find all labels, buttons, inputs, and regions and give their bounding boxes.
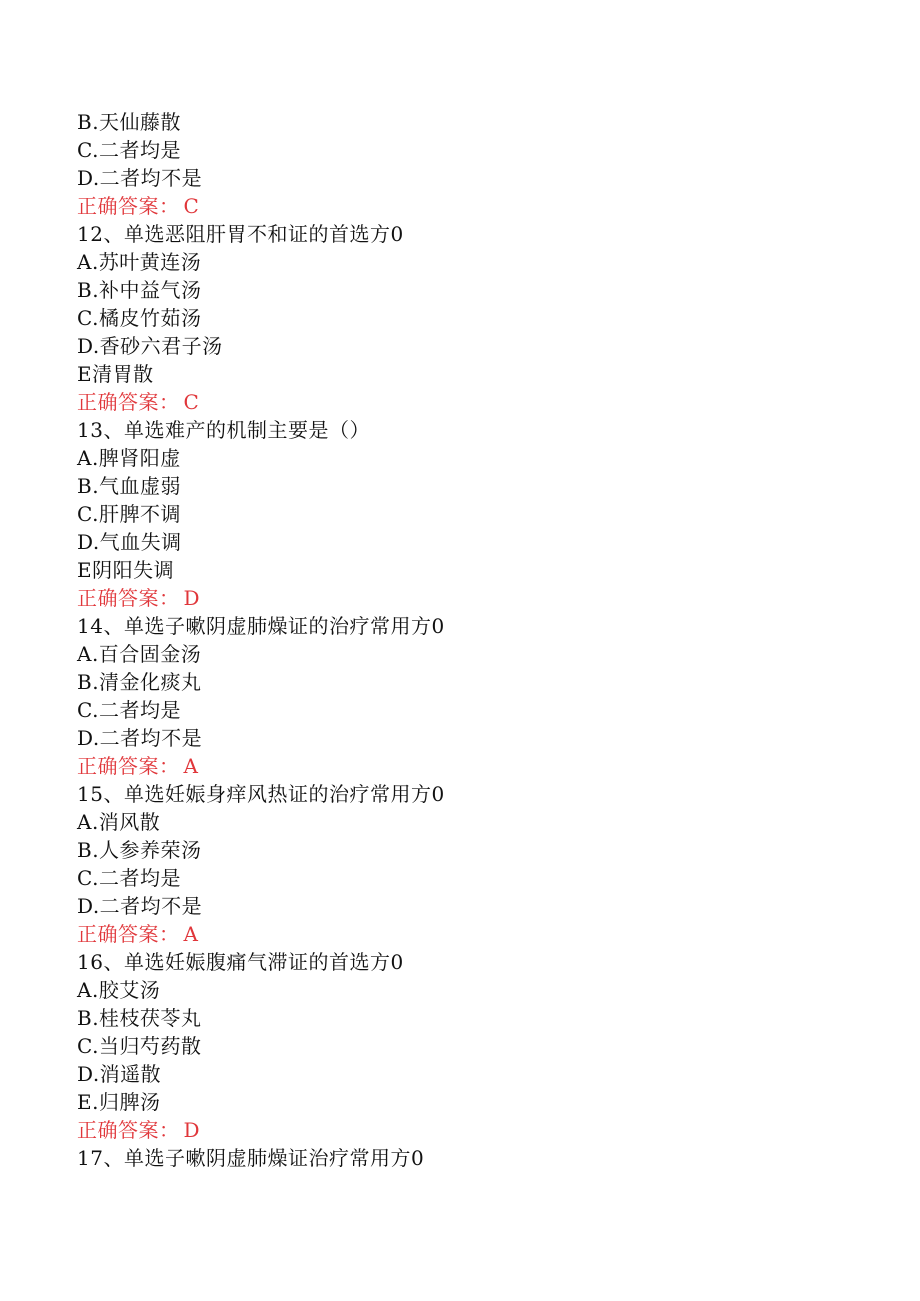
option-line: D.香砂六君子汤 — [77, 334, 223, 358]
option-line: A.苏叶黄连汤 — [77, 250, 202, 274]
answer-value: A — [183, 754, 199, 778]
option-line: D.气血失调 — [77, 530, 182, 554]
question-line: 13、单选难产的机制主要是（） — [77, 418, 370, 442]
answer-line — [77, 1116, 857, 1144]
option-line: D.消遥散 — [77, 1062, 162, 1086]
option-line: B.清金化痰丸 — [77, 670, 202, 694]
question-line: 15、单选妊娠身痒风热证的治疗常用方0 — [77, 782, 445, 806]
option-line: C.橘皮竹茹汤 — [77, 306, 202, 330]
option-line: C.肝脾不调 — [77, 502, 181, 526]
answer-line — [77, 192, 857, 220]
answer-line — [77, 920, 857, 948]
answer-line — [77, 752, 857, 780]
option-line: B.人参养荣汤 — [77, 838, 202, 862]
option-line: C.二者均是 — [77, 698, 181, 722]
answer-line — [77, 388, 857, 416]
option-line: C.当归芍药散 — [77, 1034, 202, 1058]
question-line: 16、单选妊娠腹痛气滞证的首选方0 — [77, 950, 404, 974]
answer-label: 正确答案： — [77, 754, 180, 778]
option-line: A.消风散 — [77, 810, 161, 834]
answer-label: 正确答案： — [77, 194, 180, 218]
option-line: D.二者均不是 — [77, 894, 203, 918]
answer-label: 正确答案： — [77, 390, 180, 414]
option-line: A.脾肾阳虚 — [77, 446, 181, 470]
answer-value: D — [183, 1118, 201, 1142]
answer-value: A — [183, 922, 199, 946]
option-line: E阴阳失调 — [77, 558, 175, 582]
answer-value: C — [183, 390, 200, 414]
option-line: E.归脾汤 — [77, 1090, 161, 1114]
option-line: B.桂枝茯苓丸 — [77, 1006, 202, 1030]
option-line: A.胶艾汤 — [77, 978, 161, 1002]
option-line: B.气血虚弱 — [77, 474, 182, 498]
option-line: A.百合固金汤 — [77, 642, 202, 666]
answer-value: D — [183, 586, 201, 610]
question-line: 17、单选子嗽阴虚肺燥证治疗常用方0 — [77, 1146, 425, 1170]
option-line: D.二者均不是 — [77, 166, 203, 190]
option-line: E清胃散 — [77, 362, 154, 386]
option-line: C.二者均是 — [77, 138, 181, 162]
option-line: D.二者均不是 — [77, 726, 203, 750]
answer-label: 正确答案： — [77, 922, 180, 946]
question-list — [77, 108, 857, 1172]
answer-line — [77, 584, 857, 612]
option-line: B.补中益气汤 — [77, 278, 202, 302]
answer-label: 正确答案： — [77, 586, 180, 610]
question-line: 14、单选子嗽阴虚肺燥证的治疗常用方0 — [77, 614, 445, 638]
answer-value: C — [183, 194, 200, 218]
question-line: 12、单选恶阻肝胃不和证的首选方0 — [77, 222, 404, 246]
answer-label: 正确答案： — [77, 1118, 180, 1142]
option-line: C.二者均是 — [77, 866, 181, 890]
option-line: B.天仙藤散 — [77, 110, 182, 134]
